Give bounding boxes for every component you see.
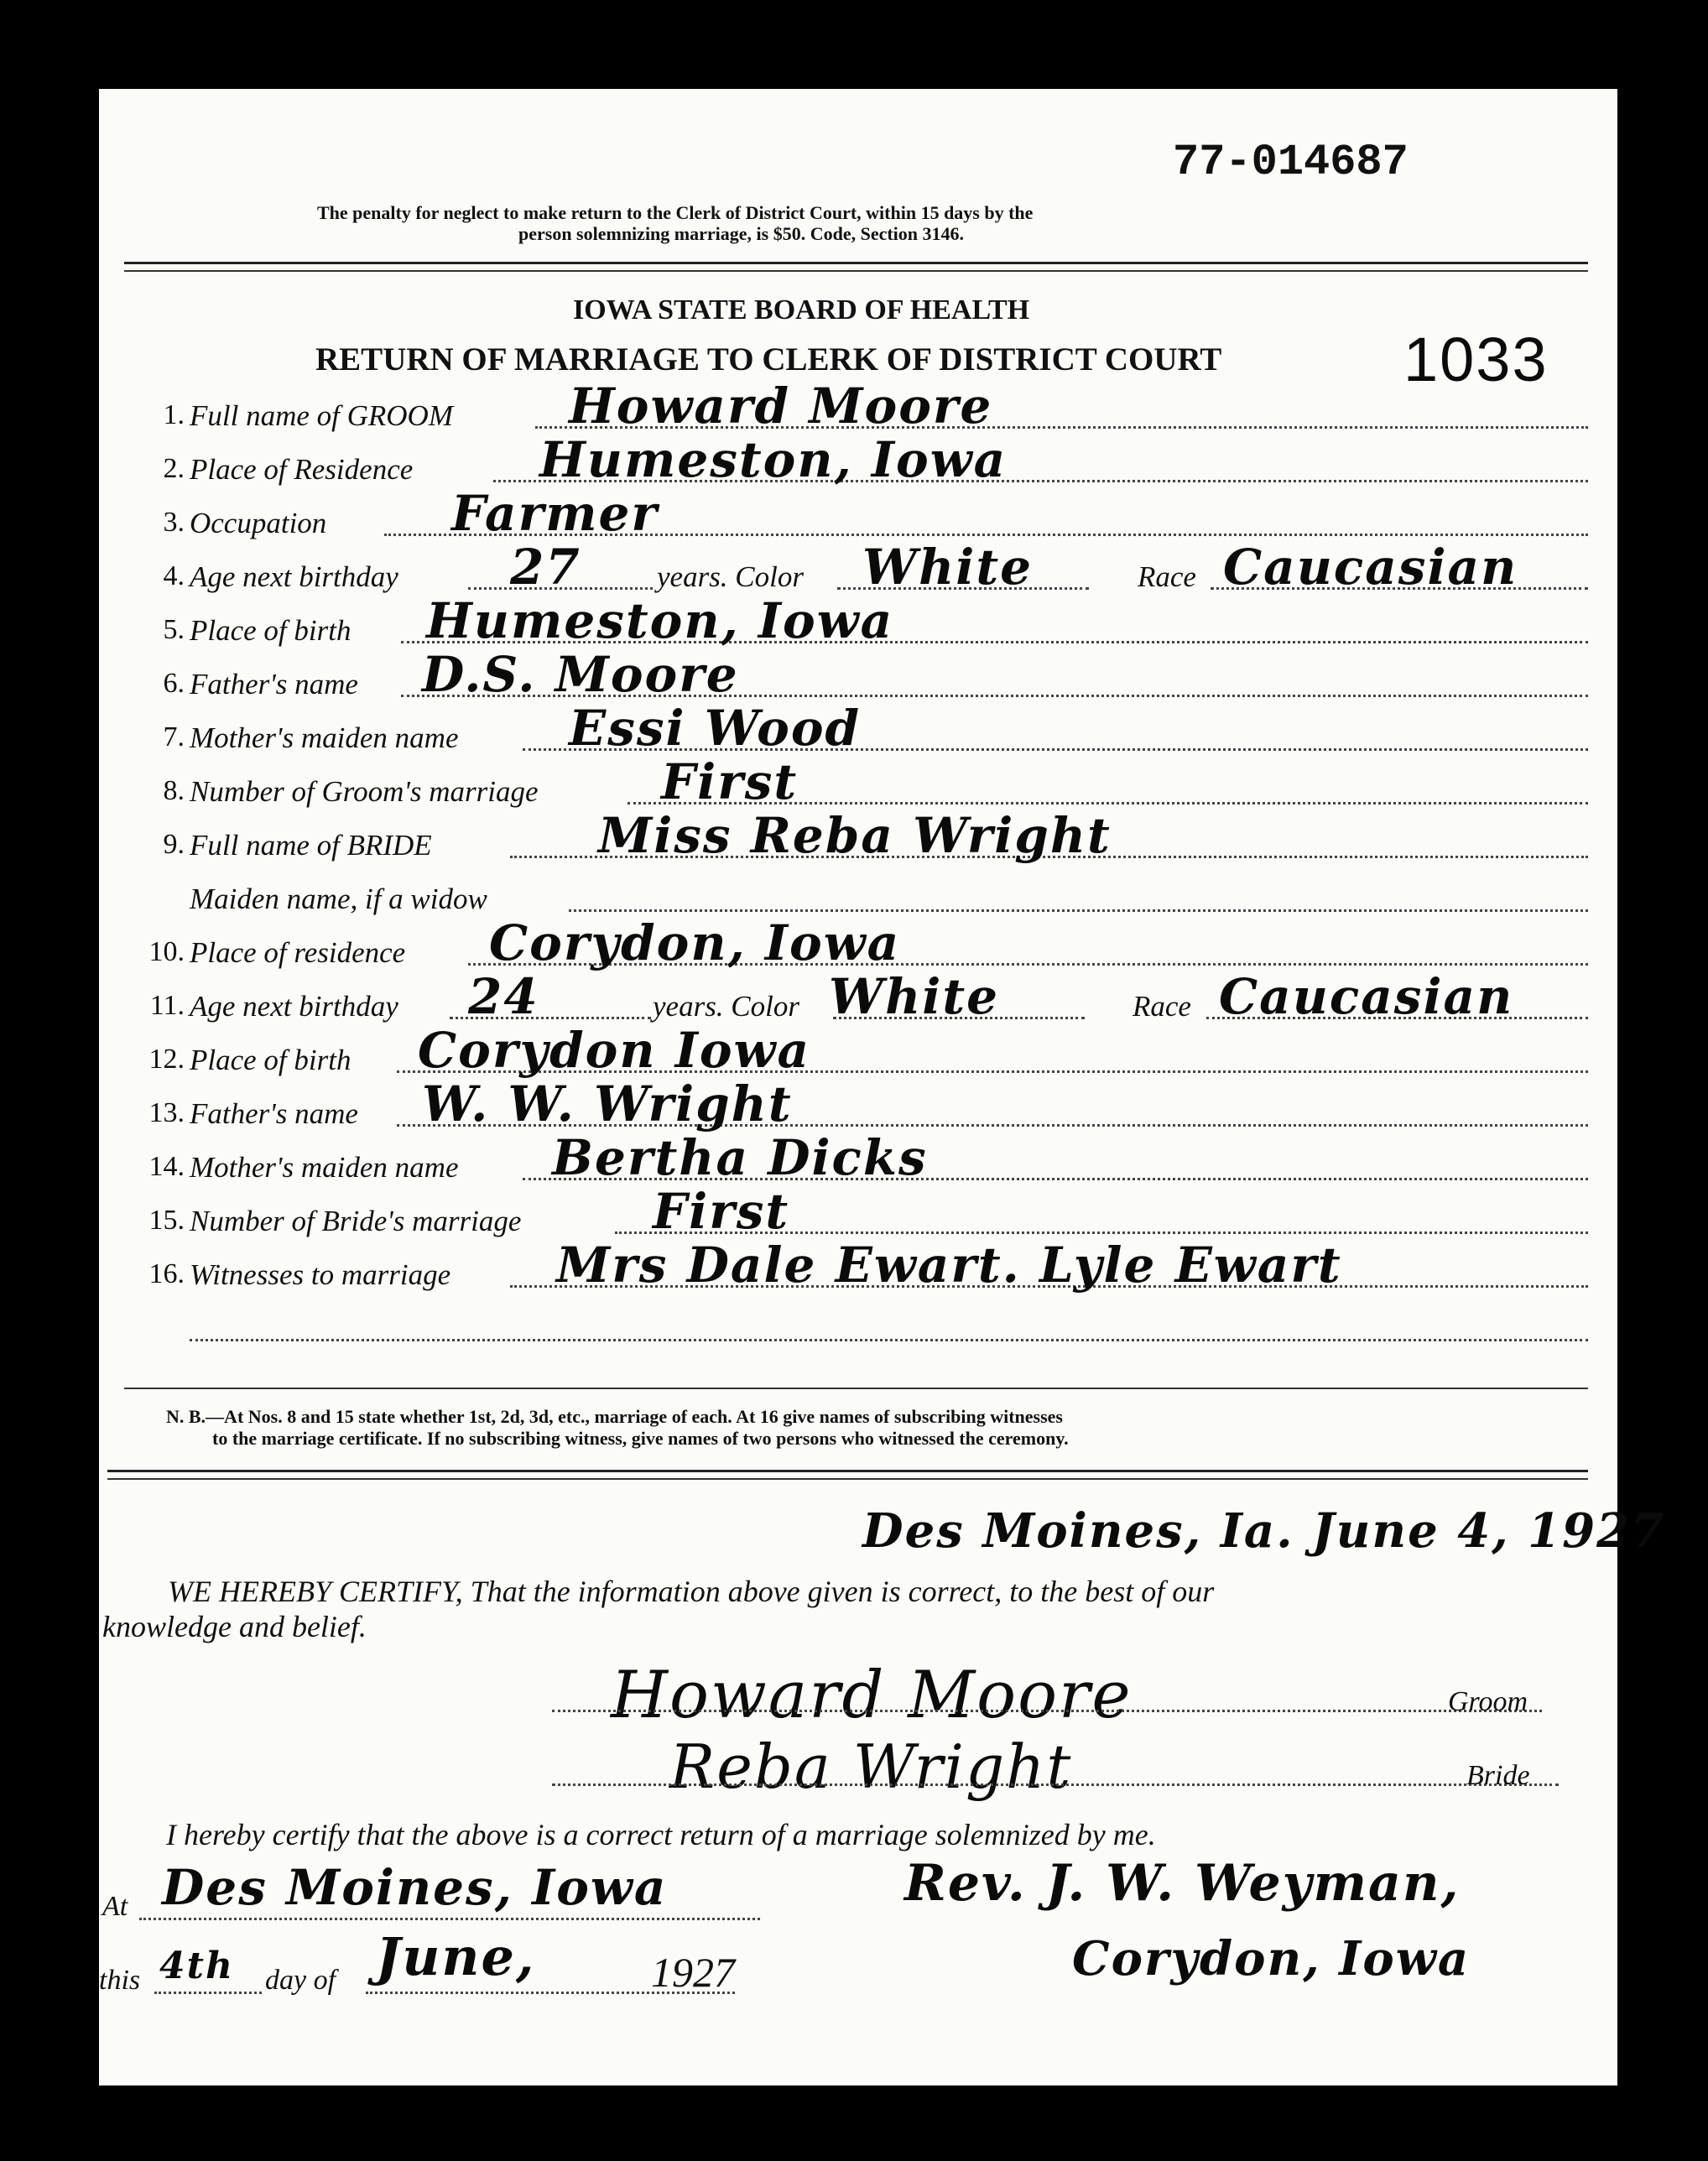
field-label-race: Race: [1133, 990, 1191, 1023]
field-row-bride-birthplace: [99, 1022, 1617, 1087]
certification-statement-line1: WE HEREBY CERTIFY, That the information above given is correct, to the best of our: [168, 1575, 1215, 1608]
field-label: Maiden name, if a widow: [190, 883, 487, 915]
groom-marriage-number-value: First: [661, 753, 799, 810]
serial-number: 77-014687: [1173, 138, 1409, 187]
field-label-color: years. Color: [653, 990, 799, 1023]
field-line: [569, 909, 1588, 912]
bride-signature-line: [552, 1783, 1559, 1786]
at-label: At: [102, 1891, 128, 1922]
bride-signature: Reba Wright: [669, 1731, 1073, 1802]
field-number: 4.: [163, 560, 185, 591]
field-label: Full name of GROOM: [190, 399, 453, 432]
bride-father-value: W. W. Wright: [422, 1075, 793, 1133]
officiant-name: Rev. J. W. Weyman,: [904, 1854, 1461, 1913]
groom-mother-value: Essi Wood: [569, 700, 862, 757]
fields-bottom-rule: [124, 1388, 1588, 1389]
groom-race-value: Caucasian: [1223, 539, 1518, 596]
field-row-bride-mother: [99, 1129, 1617, 1195]
bride-age-value: 24: [468, 968, 539, 1025]
officiant-place: Corydon, Iowa: [1072, 1931, 1471, 1987]
groom-name-value: Howard Moore: [569, 378, 993, 435]
certification-place-date: Des Moines, Ia. June 4, 1927: [862, 1503, 1666, 1559]
this-label: this: [99, 1965, 141, 1996]
board-heading: IOWA STATE BOARD OF HEALTH: [573, 294, 1030, 325]
form-title: RETURN OF MARRIAGE TO CLERK OF DISTRICT COURT: [315, 341, 1222, 378]
field-label: Father's name: [190, 1097, 358, 1130]
field-label: Number of Bride's marriage: [190, 1205, 522, 1237]
groom-signature-line: [552, 1710, 1542, 1712]
penalty-notice-line2: person solemnizing marriage, is $50. Code, Section 3146.: [518, 223, 965, 244]
field-label-race: Race: [1138, 560, 1196, 593]
header-divider-bottom: [124, 270, 1588, 272]
field-number: 1.: [163, 399, 185, 430]
field-number: 12.: [148, 1044, 185, 1075]
year-value: 1927: [651, 1949, 735, 1996]
field-label: Mother's maiden name: [190, 721, 459, 754]
field-label: Place of birth: [190, 614, 351, 647]
bride-residence-value: Corydon, Iowa: [489, 914, 901, 971]
field-number: 6.: [163, 668, 185, 699]
field-label: Mother's maiden name: [190, 1151, 459, 1184]
field-label: Place of Residence: [190, 453, 414, 486]
field-row-groom-mother: [99, 700, 1617, 765]
witnesses-extra-line: [190, 1339, 1588, 1341]
day-value: 4th: [159, 1945, 234, 1987]
field-row-bride-name: [99, 807, 1617, 872]
field-label: Witnesses to marriage: [190, 1258, 451, 1291]
groom-color-value: White: [862, 539, 1034, 596]
marriage-return-form: [99, 89, 1666, 2085]
field-number: 13.: [148, 1097, 185, 1128]
bride-label: Bride: [1466, 1760, 1530, 1791]
groom-occupation-value: Farmer: [451, 485, 659, 542]
penalty-notice-line1: The penalty for neglect to make return to the Clerk of District Court, within 15 days by the: [317, 202, 1034, 223]
field-row-bride-age: [99, 968, 1617, 1034]
field-number: 9.: [163, 829, 185, 860]
field-number: 3.: [163, 507, 185, 538]
field-row-groom-residence: [99, 431, 1617, 497]
groom-label: Groom: [1448, 1686, 1528, 1717]
field-number: 8.: [163, 775, 185, 806]
groom-residence-value: Humeston, Iowa: [539, 431, 1008, 488]
field-number: 11.: [149, 990, 185, 1021]
bride-birthplace-value: Corydon Iowa: [418, 1022, 811, 1079]
field-label: Number of Groom's marriage: [190, 775, 539, 808]
certification-statement-line2: knowledge and belief.: [102, 1610, 367, 1643]
header-divider-top: [124, 262, 1588, 264]
note-divider-bottom: [107, 1478, 1588, 1480]
groom-father-value: D.S. Moore: [422, 646, 739, 703]
field-label: Age next birthday: [190, 990, 398, 1023]
groom-signature: Howard Moore: [611, 1658, 1133, 1733]
note-divider-top: [107, 1470, 1588, 1472]
field-label: Place of residence: [190, 936, 406, 969]
witnesses-value: Mrs Dale Ewart. Lyle Ewart: [556, 1237, 1342, 1294]
field-label: Full name of BRIDE: [190, 829, 432, 862]
day-line: [154, 1992, 262, 1994]
bride-color-value: White: [829, 968, 1000, 1025]
bride-name-value: Miss Reba Wright: [598, 807, 1112, 864]
field-label-color: years. Color: [657, 560, 804, 593]
field-label: Age next birthday: [190, 560, 398, 593]
field-label: Father's name: [190, 668, 358, 700]
day-of-label: day of: [265, 1965, 336, 1996]
field-label: Occupation: [190, 507, 327, 539]
record-number: 1033: [1403, 325, 1549, 394]
field-number: 7.: [163, 721, 185, 752]
groom-birthplace-value: Humeston, Iowa: [426, 592, 894, 649]
at-value: Des Moines, Iowa: [162, 1859, 668, 1916]
bride-race-value: Caucasian: [1219, 968, 1514, 1025]
bride-mother-value: Bertha Dicks: [552, 1129, 928, 1186]
field-number: 16.: [148, 1258, 185, 1289]
field-number: 14.: [148, 1151, 185, 1182]
field-label: Place of birth: [190, 1044, 351, 1076]
field-number: 5.: [163, 614, 185, 645]
field-number: 15.: [148, 1205, 185, 1236]
month-value: June,: [376, 1926, 536, 1987]
note-line1: N. B.—At Nos. 8 and 15 state whether 1st, 2d, 3d, etc., marriage of each. At 16 give names of subscribing witnesses: [166, 1406, 1063, 1427]
field-row-groom-birthplace: [99, 592, 1617, 658]
field-row-witnesses: [99, 1237, 1617, 1302]
field-number: 10.: [148, 936, 185, 967]
officiant-statement: I hereby certify that the above is a correct return of a marriage solemnized by me.: [166, 1818, 1156, 1851]
field-number: 2.: [163, 453, 185, 484]
note-line2: to the marriage certificate. If no subscribing witness, give names of two persons who witnessed the ceremony.: [212, 1428, 1069, 1449]
bride-marriage-number-value: First: [653, 1183, 790, 1240]
groom-age-value: 27: [510, 539, 581, 596]
at-line: [139, 1918, 760, 1920]
